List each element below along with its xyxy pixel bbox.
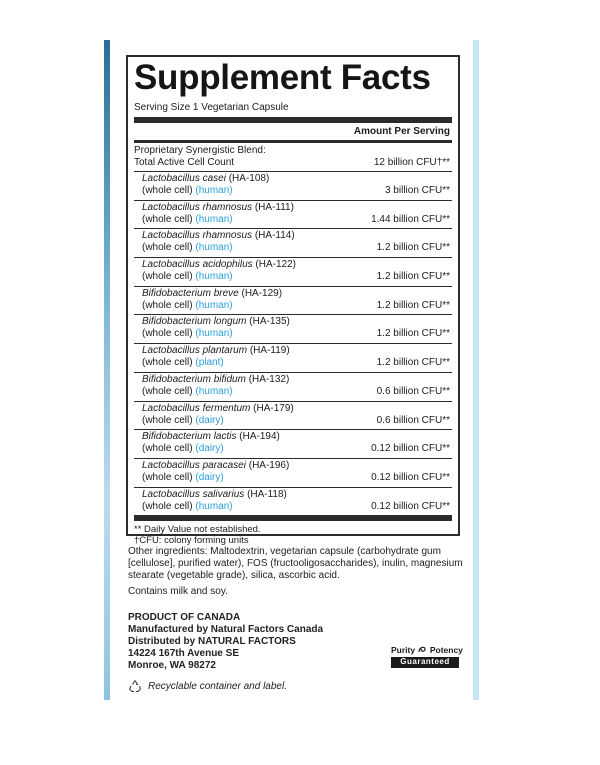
strain-row: [134, 487, 452, 516]
strain-species: Lactobacillus rhamnosus: [142, 230, 253, 242]
purity-potency-badge: [391, 644, 463, 670]
strain-row: [134, 458, 452, 487]
strain-source: (human): [195, 242, 233, 254]
strain-code: (HA-119): [249, 345, 290, 357]
strain-species: Lactobacillus acidophilus: [142, 259, 253, 271]
strain-row: [134, 257, 452, 286]
strain-code: (HA-122): [255, 259, 296, 271]
guaranteed-bar: Guaranteed: [391, 657, 459, 668]
strain-code: (HA-196): [248, 459, 290, 471]
strain-line-1: [142, 489, 452, 501]
address-line-1: 14224 167th Avenue SE: [128, 648, 239, 659]
strain-form: (whole cell): [142, 357, 193, 369]
strain-code: (HA-111): [254, 201, 294, 213]
strain-source: (human): [195, 185, 233, 196]
strain-code: (HA-194): [239, 431, 280, 443]
strain-species: Bifidobacterium breve: [142, 287, 239, 299]
strain-form: (whole cell): [142, 500, 193, 512]
strain-row: [134, 401, 452, 430]
strain-row: [134, 343, 452, 372]
footnote-dv: ** Daily Value not established.: [134, 524, 261, 536]
strain-source: (plant): [195, 357, 224, 369]
total-active-label: Total Active Cell Count: [134, 157, 235, 168]
strain-form: (whole cell): [142, 385, 193, 397]
purity-word: Purity: [391, 645, 416, 655]
strain-code: (HA-118): [247, 488, 287, 500]
potency-word: Potency: [429, 645, 463, 655]
strain-row: [134, 429, 452, 458]
strain-row: [134, 314, 452, 343]
strain-line-1: [142, 316, 452, 328]
strain-code: (HA-132): [248, 373, 290, 385]
strain-line-1: [142, 403, 452, 415]
strain-source: (human): [195, 271, 233, 283]
strain-code: (HA-129): [241, 287, 283, 299]
serving-size: Serving Size 1 Vegetarian Capsule: [134, 102, 289, 113]
strain-line-1: [142, 259, 452, 271]
strain-form: (whole cell): [142, 471, 193, 483]
strain-source: (human): [195, 299, 233, 311]
amount-per-serving-header: Amount Per Serving: [353, 126, 450, 137]
strain-form: (whole cell): [142, 328, 193, 340]
strain-amount: 0.6 billion CFU**: [376, 414, 450, 426]
strain-form: (whole cell): [142, 443, 193, 455]
strain-form: (whole cell): [142, 213, 193, 225]
purity-potency-line: [391, 644, 463, 656]
strain-line-1: [142, 288, 452, 300]
strain-row: [134, 286, 452, 315]
strain-row: [134, 200, 452, 229]
strain-code: (HA-135): [249, 316, 290, 328]
strain-line-1: [142, 374, 452, 386]
distributed-by: Distributed by NATURAL FACTORS: [128, 636, 296, 647]
label-edge-left: [104, 40, 110, 700]
strain-source: (human): [195, 213, 233, 225]
strain-species: Bifidobacterium longum: [142, 316, 247, 328]
blend-name: Proprietary Synergistic Blend:: [134, 145, 266, 156]
blend-row: [134, 143, 452, 171]
strain-species: Lactobacillus plantarum: [142, 345, 248, 357]
strain-line-1: [142, 431, 452, 443]
strain-line-1: [142, 173, 452, 185]
strain-row: [134, 372, 452, 401]
other-ingredients: Other ingredients: Maltodextrin, vegetarian capsule (carbohydrate gum [cellulose], purified water), FOS (fructooligosaccharides), inulin, magnesium stearate (vegetable grade), silica, ascorbic acid.: [128, 546, 463, 581]
strain-code: (HA-179): [253, 402, 294, 414]
strain-amount: 1.2 billion CFU**: [376, 271, 450, 283]
strain-amount: 1.2 billion CFU**: [376, 328, 450, 340]
strain-species: Lactobacillus casei: [142, 173, 226, 184]
strain-species: Lactobacillus paracasei: [142, 459, 246, 471]
strain-amount: 0.12 billion CFU**: [371, 443, 450, 455]
strain-amount: 3 billion CFU**: [384, 185, 450, 196]
manufactured-by: Manufactured by Natural Factors Canada: [128, 624, 324, 635]
label-edge-right: [473, 40, 479, 700]
recycle-note: Recyclable container and label.: [148, 680, 287, 692]
recycle-note-row: [128, 679, 428, 693]
allergen-statement: Contains milk and soy.: [128, 586, 228, 597]
facts-title: Supplement Facts: [134, 58, 431, 97]
strain-row: [134, 171, 452, 200]
supplement-facts-panel: [126, 55, 460, 547]
strain-species: Lactobacillus rhamnosus: [142, 201, 253, 213]
recycle-icon: [128, 679, 142, 693]
strain-amount: 0.12 billion CFU**: [371, 500, 450, 512]
strain-code: (HA-108): [228, 173, 270, 184]
strain-form: (whole cell): [142, 185, 193, 196]
strain-source: (human): [195, 385, 233, 397]
strain-line-1: [142, 202, 452, 214]
strain-form: (whole cell): [142, 299, 193, 311]
strain-row: [134, 228, 452, 257]
strain-source: (dairy): [195, 471, 224, 483]
strain-species: Lactobacillus fermentum: [142, 402, 251, 414]
strain-form: (whole cell): [142, 242, 193, 254]
strain-species: Bifidobacterium lactis: [142, 431, 237, 443]
strain-species: Lactobacillus salivarius: [142, 488, 245, 500]
strain-amount: 0.6 billion CFU**: [376, 385, 450, 397]
strain-line-1: [142, 230, 452, 242]
strain-amount: 1.2 billion CFU**: [376, 357, 450, 369]
strain-line-1: [142, 460, 452, 472]
strain-code: (HA-114): [254, 230, 295, 242]
strain-amount: 1.2 billion CFU**: [376, 242, 450, 254]
strain-line-1: [142, 345, 452, 357]
strain-list: [134, 171, 452, 515]
strain-source: (dairy): [195, 414, 224, 426]
strain-amount: 0.12 billion CFU**: [371, 471, 450, 483]
strain-source: (dairy): [195, 443, 224, 455]
strain-amount: 1.2 billion CFU**: [376, 299, 450, 311]
footnote-cfu: †CFU: colony forming units: [134, 535, 249, 547]
swirl-icon: [417, 644, 427, 654]
strain-species: Bifidobacterium bifidum: [142, 373, 246, 385]
strain-form: (whole cell): [142, 271, 193, 283]
strain-source: (human): [195, 500, 233, 512]
strain-form: (whole cell): [142, 414, 193, 426]
strain-amount: 1.44 billion CFU**: [371, 213, 450, 225]
product-origin: PRODUCT OF CANADA: [128, 612, 241, 623]
strain-source: (human): [195, 328, 233, 340]
address-line-2: Monroe, WA 98272: [128, 660, 216, 671]
total-active-amount: 12 billion CFU†**: [373, 157, 450, 168]
